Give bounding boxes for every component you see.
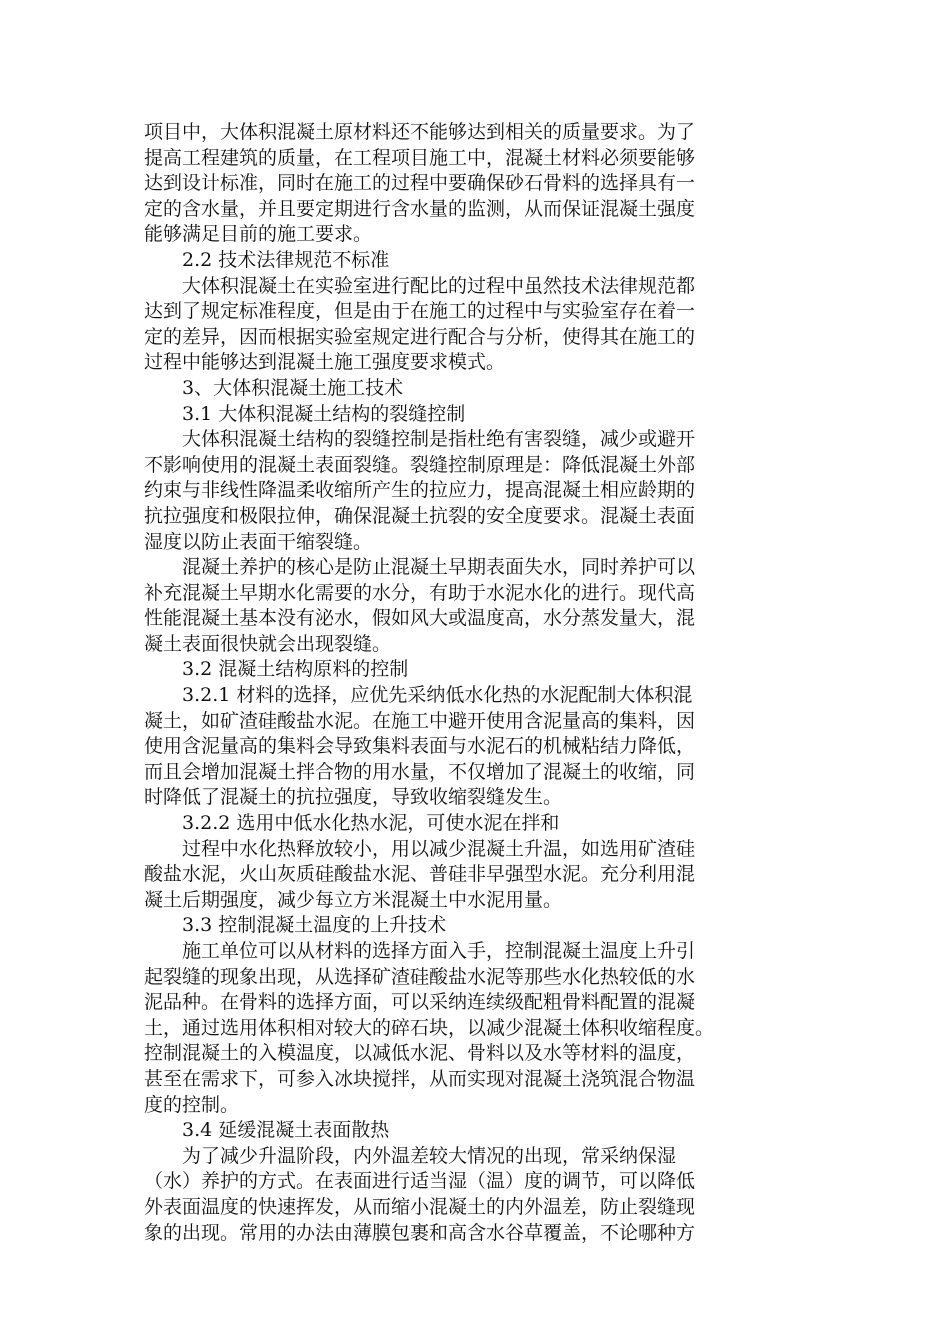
text-line: 3.1 大体积混凝土结构的裂缝控制 [144, 402, 466, 425]
text-line: 泥品种。在骨料的选择方面，可以采纳连续级配粗骨料配置的混凝 [144, 991, 696, 1014]
section-heading [144, 913, 810, 939]
section-heading [144, 376, 810, 402]
text-line: 达到设计标准，同时在施工的过程中要确保砂石骨料的选择具有一 [144, 172, 696, 195]
text-line: 甚至在需求下，可参入冰块搅拌，从而实现对混凝土浇筑混合物温 [144, 1067, 696, 1090]
text-line: 起裂缝的现象出现，从选择矿渣硅酸盐水泥等那些水化热较低的水 [144, 965, 696, 988]
text-line: 3、大体积混凝土施工技术 [144, 376, 404, 399]
text-line: 凝土表面很快就会出现裂缝。 [144, 632, 392, 655]
section-heading [144, 248, 810, 274]
text-line: 大体积混凝土在实验室进行配比的过程中虽然技术法律规范都 [144, 274, 696, 297]
text-line: 3.2.1 材料的选择，应优先采纳低水化热的水泥配制大体积混 [144, 684, 693, 707]
text-line: 约束与非线性降温柔收缩所产生的拉应力，提高混凝土相应龄期的 [144, 479, 696, 502]
text-line: 3.4 延缓混凝土表面散热 [144, 1119, 390, 1142]
text-line: 补充混凝土早期水化需要的水分，有助于水泥水化的进行。现代高 [144, 581, 696, 604]
text-line: 湿度以防止表面干缩裂缝。 [144, 530, 373, 553]
body-paragraph [144, 555, 810, 657]
text-line: 使用含泥量高的集料会导致集料表面与水泥石的机械粘结力降低， [144, 735, 696, 758]
section-heading [144, 1118, 810, 1144]
section-heading [144, 657, 810, 683]
text-line: 施工单位可以从材料的选择方面入手，控制混凝土温度上升引 [144, 940, 696, 962]
body-paragraph [144, 427, 810, 555]
text-line: 而且会增加混凝土拌合物的用水量，不仅增加了混凝土的收缩，同 [144, 760, 696, 783]
text-line: 能够满足目前的施工要求。 [144, 223, 373, 246]
text-line: 控制混凝土的入模温度，以减低水泥、骨料以及水等材料的温度， [144, 1042, 696, 1065]
text-line: 外表面温度的快速挥发，从而缩小混凝土的内外温差，防止裂缝现 [144, 1195, 696, 1218]
text-line: 不影响使用的混凝土表面裂缝。裂缝控制原理是：降低混凝土外部 [144, 453, 696, 476]
text-line: 过程中能够达到混凝土施工强度要求模式。 [144, 351, 506, 374]
text-line: 3.3 控制混凝土温度的上升技术 [144, 914, 447, 937]
document-body [144, 120, 810, 1246]
text-line: 凝土后期强度，减少每立方米混凝土中水泥用量。 [144, 888, 563, 911]
text-line: （水）养护的方式。在表面进行适当湿（温）度的调节，可以降低 [144, 1170, 696, 1193]
body-paragraph [144, 811, 810, 837]
text-line: 定的含水量，并且要定期进行含水量的监测，从而保证混凝土强度 [144, 197, 696, 220]
body-paragraph [144, 837, 810, 914]
text-line: 为了减少升温阶段，内外温差较大情况的出现，常采纳保湿 [144, 1144, 677, 1167]
text-line: 提高工程建筑的质量，在工程项目施工中，混凝土材料必须要能够 [144, 146, 696, 169]
body-paragraph [144, 120, 810, 248]
text-line: 时降低了混凝土的抗拉强度，导致收缩裂缝发生。 [144, 786, 563, 809]
text-line: 度的控制。 [144, 1093, 240, 1116]
body-paragraph [144, 274, 810, 376]
body-paragraph [144, 683, 810, 811]
text-line: 象的出现。常用的办法由薄膜包裹和高含水谷草覆盖，不论哪种方 [144, 1221, 696, 1244]
text-line: 达到了规定标准程度，但是由于在施工的过程中与实验室存在着一 [144, 300, 696, 323]
text-line: 定的差异，因而根据实验室规定进行配合与分析，使得其在施工的 [144, 325, 696, 348]
text-line: 混凝土养护的核心是防止混凝土早期表面失水，同时养护可以 [144, 556, 696, 579]
section-heading [144, 402, 810, 428]
text-line: 性能混凝土基本没有泌水，假如风大或温度高，水分蒸发量大，混 [144, 607, 696, 630]
text-line: 3.2.2 选用中低水化热水泥，可使水泥在拌和 [144, 812, 560, 835]
body-paragraph [144, 1144, 810, 1246]
text-line: 过程中水化热释放较小，用以减少混凝土升温，如选用矿渣硅 [144, 837, 696, 860]
text-line: 3.2 混凝土结构原料的控制 [144, 658, 409, 681]
body-paragraph [144, 939, 810, 1118]
text-line: 大体积混凝土结构的裂缝控制是指杜绝有害裂缝，减少或避开 [144, 428, 696, 451]
text-line: 酸盐水泥，火山灰质硅酸盐水泥、普硅非早强型水泥。充分利用混 [144, 863, 696, 886]
text-line: 土，通过选用体积相对较大的碎石块，以减少混凝土体积收缩程度。 [144, 1016, 715, 1039]
text-line: 项目中，大体积混凝土原材料还不能够达到相关的质量要求。为了 [144, 121, 696, 143]
text-line: 抗拉强度和极限拉伸，确保混凝土抗裂的安全度要求。混凝土表面 [144, 504, 696, 527]
text-line: 凝土，如矿渣硅酸盐水泥。在施工中避开使用含泥量高的集料，因 [144, 709, 696, 732]
text-line: 2.2 技术法律规范不标准 [144, 248, 390, 271]
